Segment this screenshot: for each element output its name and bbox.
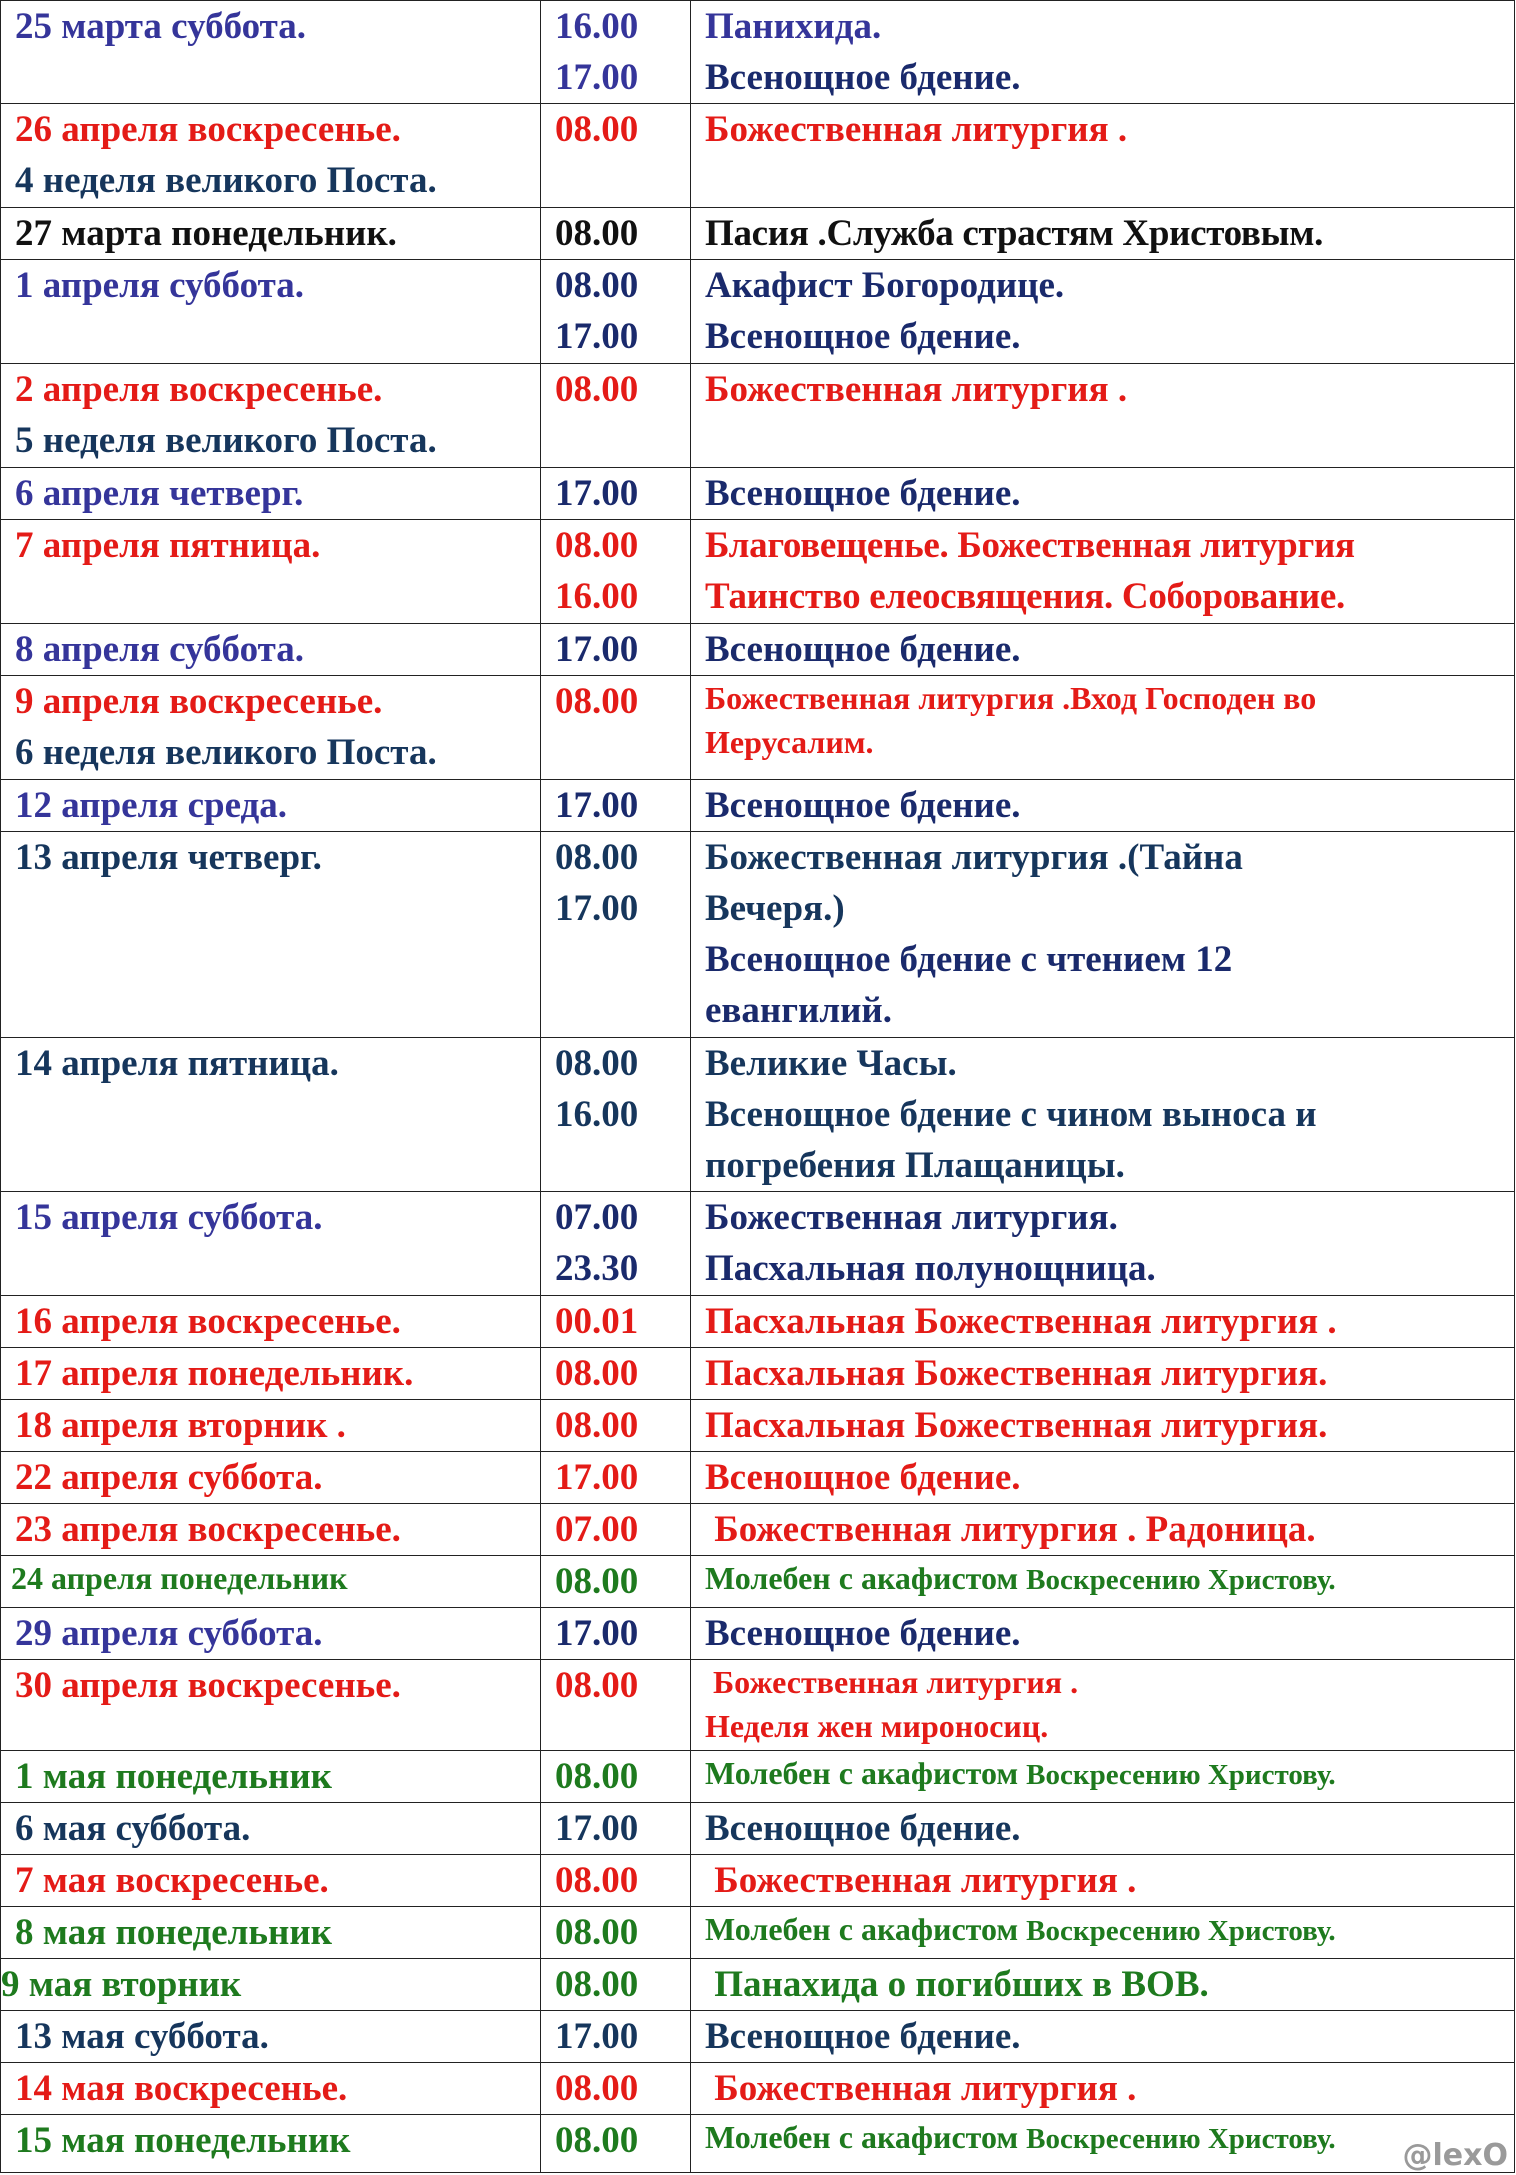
table-row	[1, 208, 1515, 260]
time-text: 17.00	[555, 316, 639, 357]
service-text: погребения Плащаницы.	[705, 1145, 1125, 1186]
time-text: 17.00	[555, 1808, 639, 1849]
date-text: 8 мая понедельник	[15, 1912, 332, 1953]
service-cell	[691, 832, 1515, 1038]
service-text: Акафист Богородице.	[705, 265, 1065, 306]
date-text: 8 апреля суббота.	[15, 629, 304, 670]
time-text: 07.00	[555, 1509, 639, 1550]
time-cell	[541, 1855, 691, 1907]
date-cell	[1, 1504, 541, 1556]
service-cell	[691, 1855, 1515, 1907]
time-text: 16.00	[555, 1094, 639, 1135]
service-cell	[691, 2115, 1515, 2173]
table-row	[1, 1556, 1515, 1608]
service-cell	[691, 1907, 1515, 1959]
time-cell	[541, 1907, 691, 1959]
service-cell	[691, 1296, 1515, 1348]
date-cell	[1, 1192, 541, 1296]
date-cell	[1, 1452, 541, 1504]
service-text: Молебен с акафистом	[705, 2119, 1027, 2155]
date-cell	[1, 1959, 541, 2011]
time-text: 23.30	[555, 1248, 639, 1289]
table-row	[1, 1803, 1515, 1855]
service-cell	[691, 1751, 1515, 1803]
service-text: Благовещенье. Божественная литургия	[705, 525, 1355, 566]
date-text: 13 мая суббота.	[15, 2016, 269, 2057]
time-cell	[541, 1556, 691, 1608]
time-cell	[541, 260, 691, 364]
date-cell	[1, 208, 541, 260]
date-text: 13 апреля четверг.	[15, 837, 322, 878]
service-text: Божественная литургия .Вход Господен во	[705, 680, 1317, 716]
date-cell	[1, 364, 541, 468]
table-row	[1, 1400, 1515, 1452]
service-tail-text: Воскресению Христову.	[1026, 1759, 1336, 1791]
time-text: 17.00	[555, 57, 639, 98]
table-row	[1, 364, 1515, 468]
date-cell	[1, 2011, 541, 2063]
date-cell	[1, 1803, 541, 1855]
service-text: Панихида.	[705, 6, 882, 47]
time-cell	[541, 624, 691, 676]
time-text: 08.00	[555, 837, 639, 878]
date-text: 15 мая понедельник	[15, 2120, 351, 2161]
time-text: 08.00	[555, 1964, 639, 2005]
service-text: Молебен с акафистом	[705, 1911, 1027, 1947]
service-text: Всенощное бдение с чтением 12	[705, 939, 1233, 980]
date-text: 22 апреля суббота.	[15, 1457, 323, 1498]
date-text: 17 апреля понедельник.	[15, 1353, 414, 1394]
time-text: 08.00	[555, 1860, 639, 1901]
date-text: 7 апреля пятница.	[15, 525, 321, 566]
date-text: 7 мая воскресенье.	[15, 1860, 329, 1901]
service-text: Всенощное бдение.	[705, 1457, 1021, 1498]
service-text: Всенощное бдение.	[705, 316, 1021, 357]
date-cell	[1, 2063, 541, 2115]
time-text: 08.00	[555, 369, 639, 410]
week-text: 4 неделя великого Поста.	[15, 160, 437, 201]
service-cell	[691, 624, 1515, 676]
service-text: Божественная литургия .	[705, 109, 1128, 150]
service-cell	[691, 676, 1515, 780]
date-text: 25 марта суббота.	[15, 6, 307, 47]
service-tail-text: Воскресению Христову.	[1026, 1915, 1336, 1947]
table-row	[1, 1, 1515, 104]
time-cell	[541, 1660, 691, 1751]
table-row	[1, 468, 1515, 520]
service-tail-text: Воскресению Христову.	[1026, 2123, 1336, 2155]
time-text: 08.00	[555, 109, 639, 150]
service-text: Божественная литургия .	[705, 1860, 1137, 1901]
time-text: 08.00	[555, 681, 639, 722]
service-cell	[691, 1608, 1515, 1660]
service-cell	[691, 468, 1515, 520]
date-cell	[1, 676, 541, 780]
date-cell	[1, 1660, 541, 1751]
time-cell	[541, 1959, 691, 2011]
service-text: Иерусалим.	[705, 724, 874, 760]
service-text: Пасхальная полунощница.	[705, 1248, 1156, 1289]
date-cell	[1, 1348, 541, 1400]
date-cell	[1, 832, 541, 1038]
table-row	[1, 1751, 1515, 1803]
table-row	[1, 1855, 1515, 1907]
time-text: 07.00	[555, 1197, 639, 1238]
date-text: 18 апреля вторник .	[15, 1405, 346, 1446]
table-row	[1, 832, 1515, 1038]
time-text: 16.00	[555, 6, 639, 47]
time-cell	[541, 1296, 691, 1348]
service-text: Всенощное бдение.	[705, 629, 1021, 670]
time-text: 08.00	[555, 265, 639, 306]
time-cell	[541, 208, 691, 260]
time-text: 17.00	[555, 629, 639, 670]
service-text: Божественная литургия .	[705, 2068, 1137, 2109]
time-cell	[541, 468, 691, 520]
time-cell	[541, 520, 691, 624]
table-row	[1, 1038, 1515, 1192]
service-text: Неделя жен мироносиц.	[705, 1708, 1049, 1744]
table-row	[1, 2115, 1515, 2173]
service-cell	[691, 1400, 1515, 1452]
service-cell	[691, 780, 1515, 832]
service-text: Всенощное бдение с чином выноса и	[705, 1094, 1317, 1135]
date-cell	[1, 1751, 541, 1803]
date-cell	[1, 468, 541, 520]
time-cell	[541, 1, 691, 104]
date-text: 23 апреля воскресенье.	[15, 1509, 401, 1550]
service-text: Всенощное бдение.	[705, 785, 1021, 826]
date-text: 9 мая вторник	[1, 1964, 242, 2005]
date-text: 27 марта понедельник.	[15, 213, 397, 254]
service-text: Молебен с акафистом	[705, 1560, 1027, 1596]
date-cell	[1, 1855, 541, 1907]
date-cell	[1, 1556, 541, 1608]
service-cell	[691, 2063, 1515, 2115]
table-row	[1, 1452, 1515, 1504]
table-row	[1, 624, 1515, 676]
date-text: 14 мая воскресенье.	[15, 2068, 348, 2109]
service-cell	[691, 208, 1515, 260]
time-text: 17.00	[555, 1613, 639, 1654]
service-cell	[691, 1504, 1515, 1556]
time-text: 17.00	[555, 2016, 639, 2057]
service-text: Всенощное бдение.	[705, 2016, 1021, 2057]
date-text: 2 апреля воскресенье.	[15, 369, 383, 410]
service-text: Божественная литургия .(Тайна	[705, 837, 1243, 878]
table-row	[1, 1348, 1515, 1400]
time-cell	[541, 1504, 691, 1556]
service-cell	[691, 1959, 1515, 2011]
service-text: Молебен с акафистом	[705, 1755, 1027, 1791]
time-cell	[541, 1751, 691, 1803]
service-cell	[691, 1803, 1515, 1855]
time-cell	[541, 1192, 691, 1296]
time-cell	[541, 1608, 691, 1660]
table-row	[1, 780, 1515, 832]
date-cell	[1, 1038, 541, 1192]
date-text: 1 апреля суббота.	[15, 265, 304, 306]
service-text: Божественная литургия . Радоница.	[705, 1509, 1316, 1550]
table-row	[1, 1192, 1515, 1296]
service-text: Божественная литургия .	[705, 1664, 1079, 1700]
time-cell	[541, 1803, 691, 1855]
service-cell	[691, 1348, 1515, 1400]
time-cell	[541, 2011, 691, 2063]
service-cell	[691, 1556, 1515, 1608]
service-text: Пасхальная Божественная литургия.	[705, 1353, 1328, 1394]
time-text: 08.00	[555, 1912, 639, 1953]
service-text: Пасхальная Божественная литургия .	[705, 1301, 1337, 1342]
date-cell	[1, 1907, 541, 1959]
service-text: Божественная литургия .	[705, 369, 1128, 410]
service-cell	[691, 1660, 1515, 1751]
time-cell	[541, 2063, 691, 2115]
service-text: Всенощное бдение.	[705, 1613, 1021, 1654]
table-row	[1, 1907, 1515, 1959]
service-cell	[691, 364, 1515, 468]
service-cell	[691, 1038, 1515, 1192]
time-text: 08.00	[555, 1756, 639, 1797]
time-text: 17.00	[555, 888, 639, 929]
time-text: 08.00	[555, 1561, 639, 1602]
table-row	[1, 260, 1515, 364]
table-row	[1, 2063, 1515, 2115]
service-cell	[691, 2011, 1515, 2063]
time-cell	[541, 2115, 691, 2173]
date-cell	[1, 780, 541, 832]
date-text: 12 апреля среда.	[15, 785, 288, 826]
date-cell	[1, 1296, 541, 1348]
week-text: 5 неделя великого Поста.	[15, 420, 437, 461]
date-text: 24 апреля понедельник	[11, 1560, 348, 1596]
date-text: 14 апреля пятница.	[15, 1043, 339, 1084]
date-text: 29 апреля суббота.	[15, 1613, 323, 1654]
time-text: 08.00	[555, 525, 639, 566]
table-row	[1, 1660, 1515, 1751]
date-text: 9 апреля воскресенье.	[15, 681, 383, 722]
time-cell	[541, 1348, 691, 1400]
table-row	[1, 1608, 1515, 1660]
date-text: 15 апреля суббота.	[15, 1197, 323, 1238]
date-text: 6 апреля четверг.	[15, 473, 304, 514]
service-text: Божественная литургия.	[705, 1197, 1118, 1238]
table-row	[1, 1296, 1515, 1348]
time-text: 08.00	[555, 213, 639, 254]
service-cell	[691, 260, 1515, 364]
week-text: 6 неделя великого Поста.	[15, 732, 437, 773]
time-cell	[541, 1038, 691, 1192]
time-cell	[541, 1452, 691, 1504]
date-cell	[1, 104, 541, 208]
time-text: 08.00	[555, 1043, 639, 1084]
date-cell	[1, 1, 541, 104]
service-text: Таинство елеосвящения. Соборование.	[705, 576, 1345, 617]
time-text: 17.00	[555, 1457, 639, 1498]
time-cell	[541, 364, 691, 468]
service-text: Пасия .Служба страстям Христовым.	[705, 213, 1324, 254]
time-cell	[541, 676, 691, 780]
time-cell	[541, 832, 691, 1038]
service-text: Великие Часы.	[705, 1043, 957, 1084]
time-text: 08.00	[555, 1405, 639, 1446]
time-cell	[541, 1400, 691, 1452]
date-cell	[1, 520, 541, 624]
date-cell	[1, 2115, 541, 2173]
date-cell	[1, 1400, 541, 1452]
service-text: Вечеря.)	[705, 888, 845, 929]
time-text: 00.01	[555, 1301, 639, 1342]
service-text: Всенощное бдение.	[705, 57, 1021, 98]
time-text: 17.00	[555, 473, 639, 514]
table-row	[1, 676, 1515, 780]
table-row	[1, 520, 1515, 624]
time-text: 08.00	[555, 1665, 639, 1706]
table-row	[1, 1504, 1515, 1556]
time-text: 08.00	[555, 2068, 639, 2109]
service-cell	[691, 1452, 1515, 1504]
service-text: евангилий.	[705, 990, 892, 1031]
time-text: 17.00	[555, 785, 639, 826]
time-text: 08.00	[555, 1353, 639, 1394]
service-text: Всенощное бдение.	[705, 473, 1021, 514]
date-cell	[1, 624, 541, 676]
table-row	[1, 104, 1515, 208]
service-cell	[691, 1, 1515, 104]
table-row	[1, 1959, 1515, 2011]
date-text: 30 апреля воскресенье.	[15, 1665, 401, 1706]
service-text: Всенощное бдение.	[705, 1808, 1021, 1849]
time-cell	[541, 780, 691, 832]
watermark: @lexO	[1402, 2138, 1508, 2173]
time-text: 16.00	[555, 576, 639, 617]
date-text: 26 апреля воскресенье.	[15, 109, 401, 150]
date-text: 16 апреля воскресенье.	[15, 1301, 401, 1342]
service-cell	[691, 1192, 1515, 1296]
service-cell	[691, 104, 1515, 208]
time-text: 08.00	[555, 2120, 639, 2161]
table-row	[1, 2011, 1515, 2063]
time-cell	[541, 104, 691, 208]
date-cell	[1, 260, 541, 364]
date-cell	[1, 1608, 541, 1660]
service-text: Пасхальная Божественная литургия.	[705, 1405, 1328, 1446]
date-text: 1 мая понедельник	[15, 1756, 332, 1797]
service-tail-text: Воскресению Христову.	[1026, 1564, 1336, 1596]
date-text: 6 мая суббота.	[15, 1808, 251, 1849]
service-text: Панахида о погибших в ВОВ.	[705, 1964, 1209, 2005]
service-cell	[691, 520, 1515, 624]
